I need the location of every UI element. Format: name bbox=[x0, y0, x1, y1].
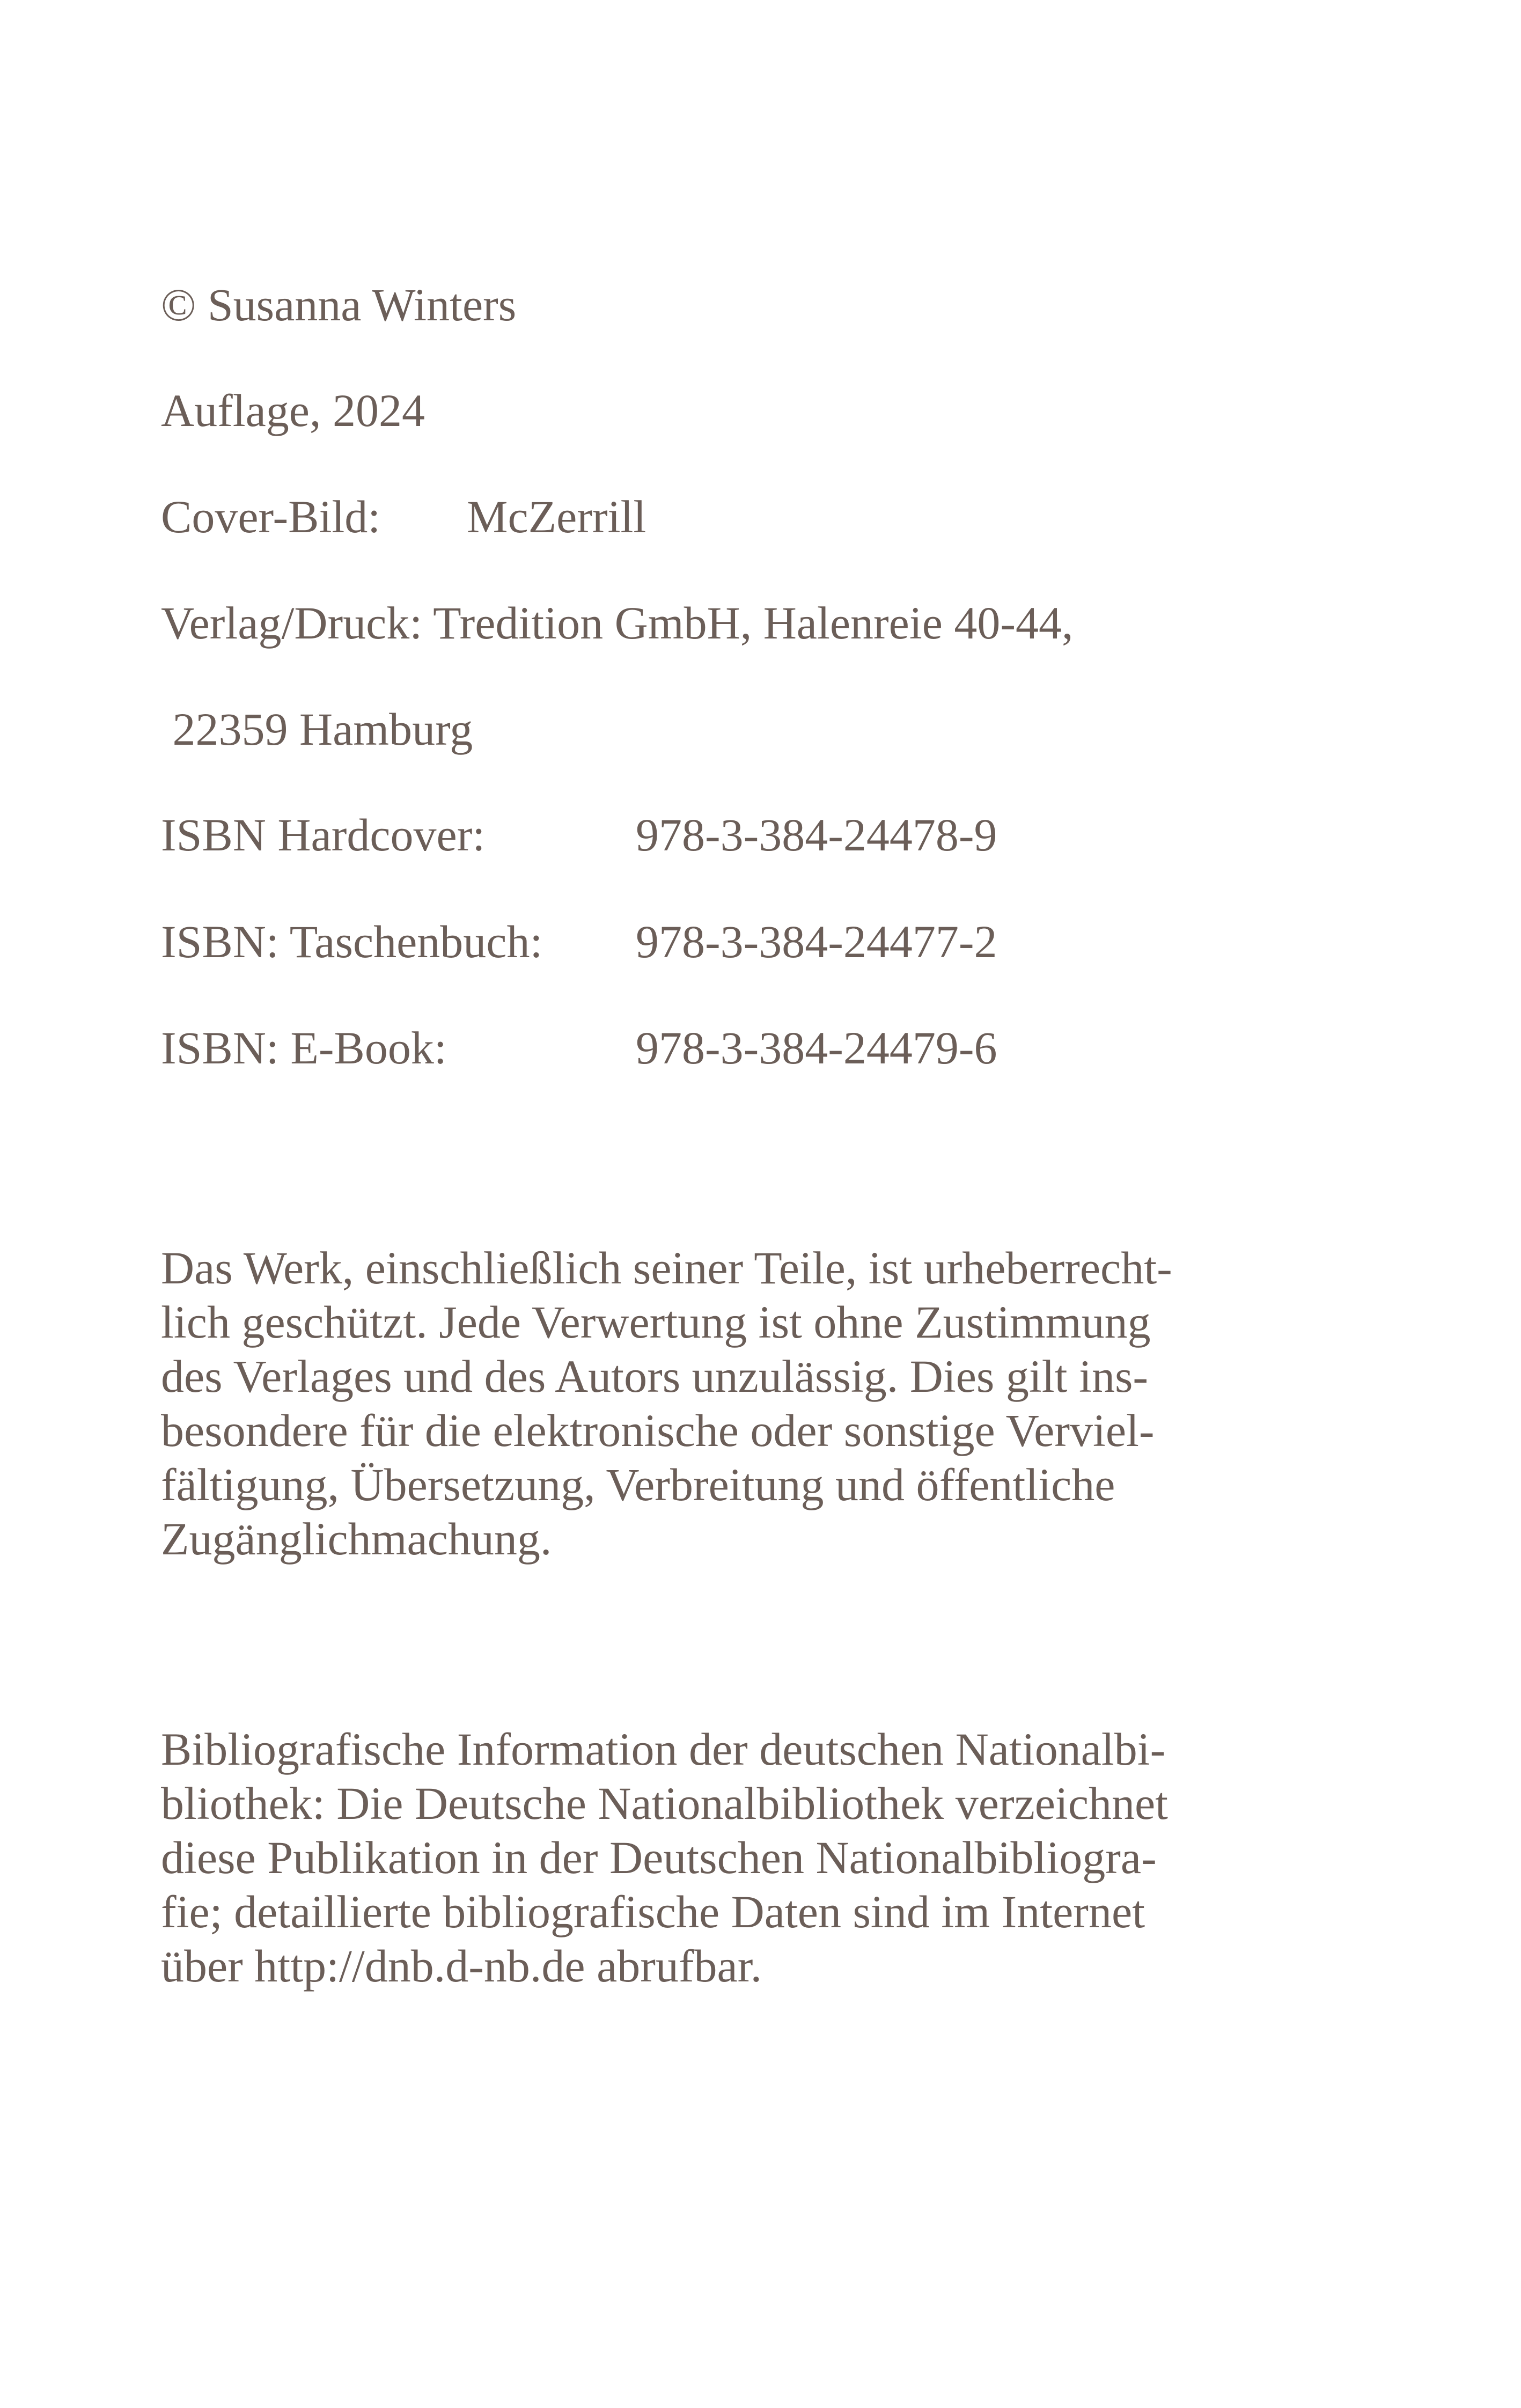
edition-year: Auflage, 2024 bbox=[161, 385, 425, 436]
copyright-notice-line: des Verlages und des Autors unzulässig. Dies gilt ins- bbox=[161, 1350, 1149, 1402]
isbn-paperback-label: ISBN: Taschenbuch: bbox=[161, 916, 543, 967]
isbn-ebook-value: 978-3-384-24479-6 bbox=[636, 1022, 997, 1074]
isbn-paperback-value: 978-3-384-24477-2 bbox=[636, 916, 997, 967]
isbn-hardcover-label: ISBN Hardcover: bbox=[161, 809, 486, 861]
copyright-notice-line: besondere für die elektronische oder sonstige Verviel- bbox=[161, 1405, 1155, 1456]
isbn-hardcover-value: 978-3-384-24478-9 bbox=[636, 809, 997, 861]
copyright-notice-line: fältigung, Übersetzung, Verbreitung und öffentliche bbox=[161, 1459, 1115, 1510]
copyright-notice-line: Das Werk, einschließlich seiner Teile, ist urheberrecht- bbox=[161, 1242, 1172, 1294]
copyright-notice bbox=[161, 1241, 1411, 1566]
bibliographic-notice-line: bliothek: Die Deutsche Nationalbibliothek verzeichnet bbox=[161, 1778, 1169, 1829]
isbn-ebook-label: ISBN: E-Book: bbox=[161, 1022, 447, 1074]
bibliographic-notice-line: fie; detaillierte bibliografische Daten sind im Internet bbox=[161, 1886, 1145, 1937]
cover-credit-label: Cover-Bild: bbox=[161, 491, 381, 542]
cover-credit-value: McZerrill bbox=[467, 491, 646, 542]
publisher-city: 22359 Hamburg bbox=[161, 703, 473, 755]
bibliographic-notice bbox=[161, 1722, 1411, 1993]
copyright-holder: © Susanna Winters bbox=[161, 279, 517, 331]
copyright-notice-line: lich geschützt. Jede Verwertung ist ohne Zustimmung bbox=[161, 1296, 1151, 1348]
publisher-address: Verlag/Druck: Tredition GmbH, Halenreie 40-44, bbox=[161, 597, 1074, 649]
bibliographic-notice-line: diese Publikation in der Deutschen Nationalbibliogra- bbox=[161, 1832, 1157, 1883]
bibliographic-notice-line: über http://dnb.d-nb.de abrufbar. bbox=[161, 1940, 762, 1992]
copyright-notice-line: Zugänglichmachung. bbox=[161, 1513, 552, 1565]
bibliographic-notice-line: Bibliografische Information der deutschen Nationalbi- bbox=[161, 1723, 1166, 1775]
